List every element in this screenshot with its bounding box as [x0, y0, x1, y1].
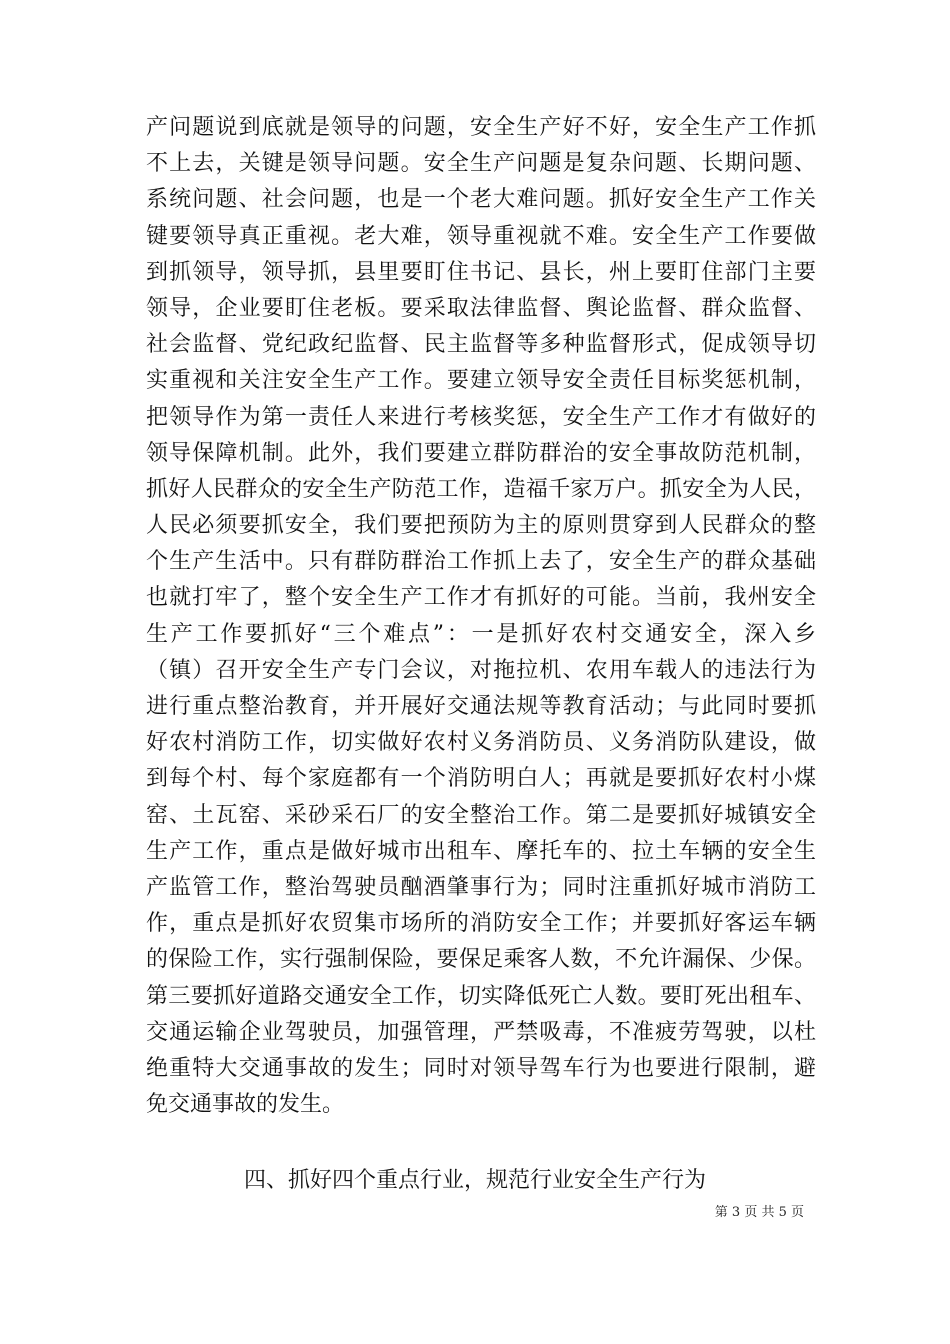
body-paragraph [146, 110, 816, 1123]
text-line: 产监管工作，整治驾驶员酗酒肇事行为；同时注重抓好城市消防工 [146, 874, 816, 900]
text-line: （镇）召开安全生产专门会议，对拖拉机、农用车载人的违法行为 [146, 657, 816, 683]
text-line: 实重视和关注安全生产工作。要建立领导安全责任目标奖惩机制， [146, 368, 816, 394]
text-line: 作，重点是抓好农贸集市场所的消防安全工作；并要抓好客运车辆 [146, 911, 816, 937]
text-line: 到抓领导，领导抓，县里要盯住书记、县长，州上要盯住部门主要 [146, 259, 816, 285]
text-line: 绝重特大交通事故的发生；同时对领导驾车行为也要进行限制，避 [146, 1055, 816, 1081]
text-line: 个生产生活中。只有群防群治工作抓上去了，安全生产的群众基础 [146, 549, 816, 575]
text-line: 领导，企业要盯住老板。要采取法律监督、舆论监督、群众监督、 [146, 295, 816, 321]
text-line: 交通运输企业驾驶员，加强管理，严禁吸毒，不准疲劳驾驶，以杜 [146, 1019, 816, 1045]
text-line: 的保险工作，实行强制保险，要保足乘客人数，不允许漏保、少保。 [146, 947, 816, 973]
page-footer: 第 3 页 共 5 页 [714, 1205, 804, 1220]
text-line: 免交通事故的发生。 [146, 1092, 345, 1118]
text-line: 产问题说到底就是领导的问题，安全生产好不好，安全生产工作抓 [146, 115, 816, 140]
text-line: 领导保障机制。此外，我们要建立群防群治的安全事故防范机制， [146, 440, 816, 466]
text-line: 生产工作，重点是做好城市出租车、摩托车的、拉土车辆的安全生 [146, 838, 816, 864]
text-line: 好农村消防工作，切实做好农村义务消防员、义务消防队建设，做 [146, 730, 816, 756]
text-line: 社会监督、党纪政纪监督、民主监督等多种监督形式，促成领导切 [146, 332, 816, 358]
text-line: 抓好人民群众的安全生产防范工作，造福千家万户。抓安全为人民， [146, 476, 816, 502]
section-heading: 四、抓好四个重点行业，规范行业安全生产行为 [243, 1168, 706, 1193]
text-line: 不上去，关键是领导问题。安全生产问题是复杂问题、长期问题、 [146, 151, 816, 177]
text-line: 系统问题、社会问题，也是一个老大难问题。抓好安全生产工作关 [146, 187, 816, 213]
text-line: 第三要抓好道路交通安全工作，切实降低死亡人数。要盯死出租车、 [146, 983, 816, 1009]
text-line: 人民必须要抓安全，我们要把预防为主的原则贯穿到人民群众的整 [146, 513, 816, 539]
text-line: 窑、土瓦窑、采砂采石厂的安全整治工作。第二是要抓好城镇安全 [146, 802, 816, 828]
text-line: 也就打牢了，整个安全生产工作才有抓好的可能。当前，我州安全 [146, 585, 816, 611]
text-line: 键要领导真正重视。老大难，领导重视就不难。安全生产工作要做 [146, 223, 816, 249]
text-line: 生产工作要抓好“三个难点”：一是抓好农村交通安全，深入乡 [146, 621, 816, 647]
text-line: 到每个村、每个家庭都有一个消防明白人；再就是要抓好农村小煤 [146, 766, 816, 792]
text-line: 把领导作为第一责任人来进行考核奖惩，安全生产工作才有做好的 [146, 404, 816, 430]
text-line: 进行重点整治教育，并开展好交通法规等教育活动；与此同时要抓 [146, 694, 816, 719]
